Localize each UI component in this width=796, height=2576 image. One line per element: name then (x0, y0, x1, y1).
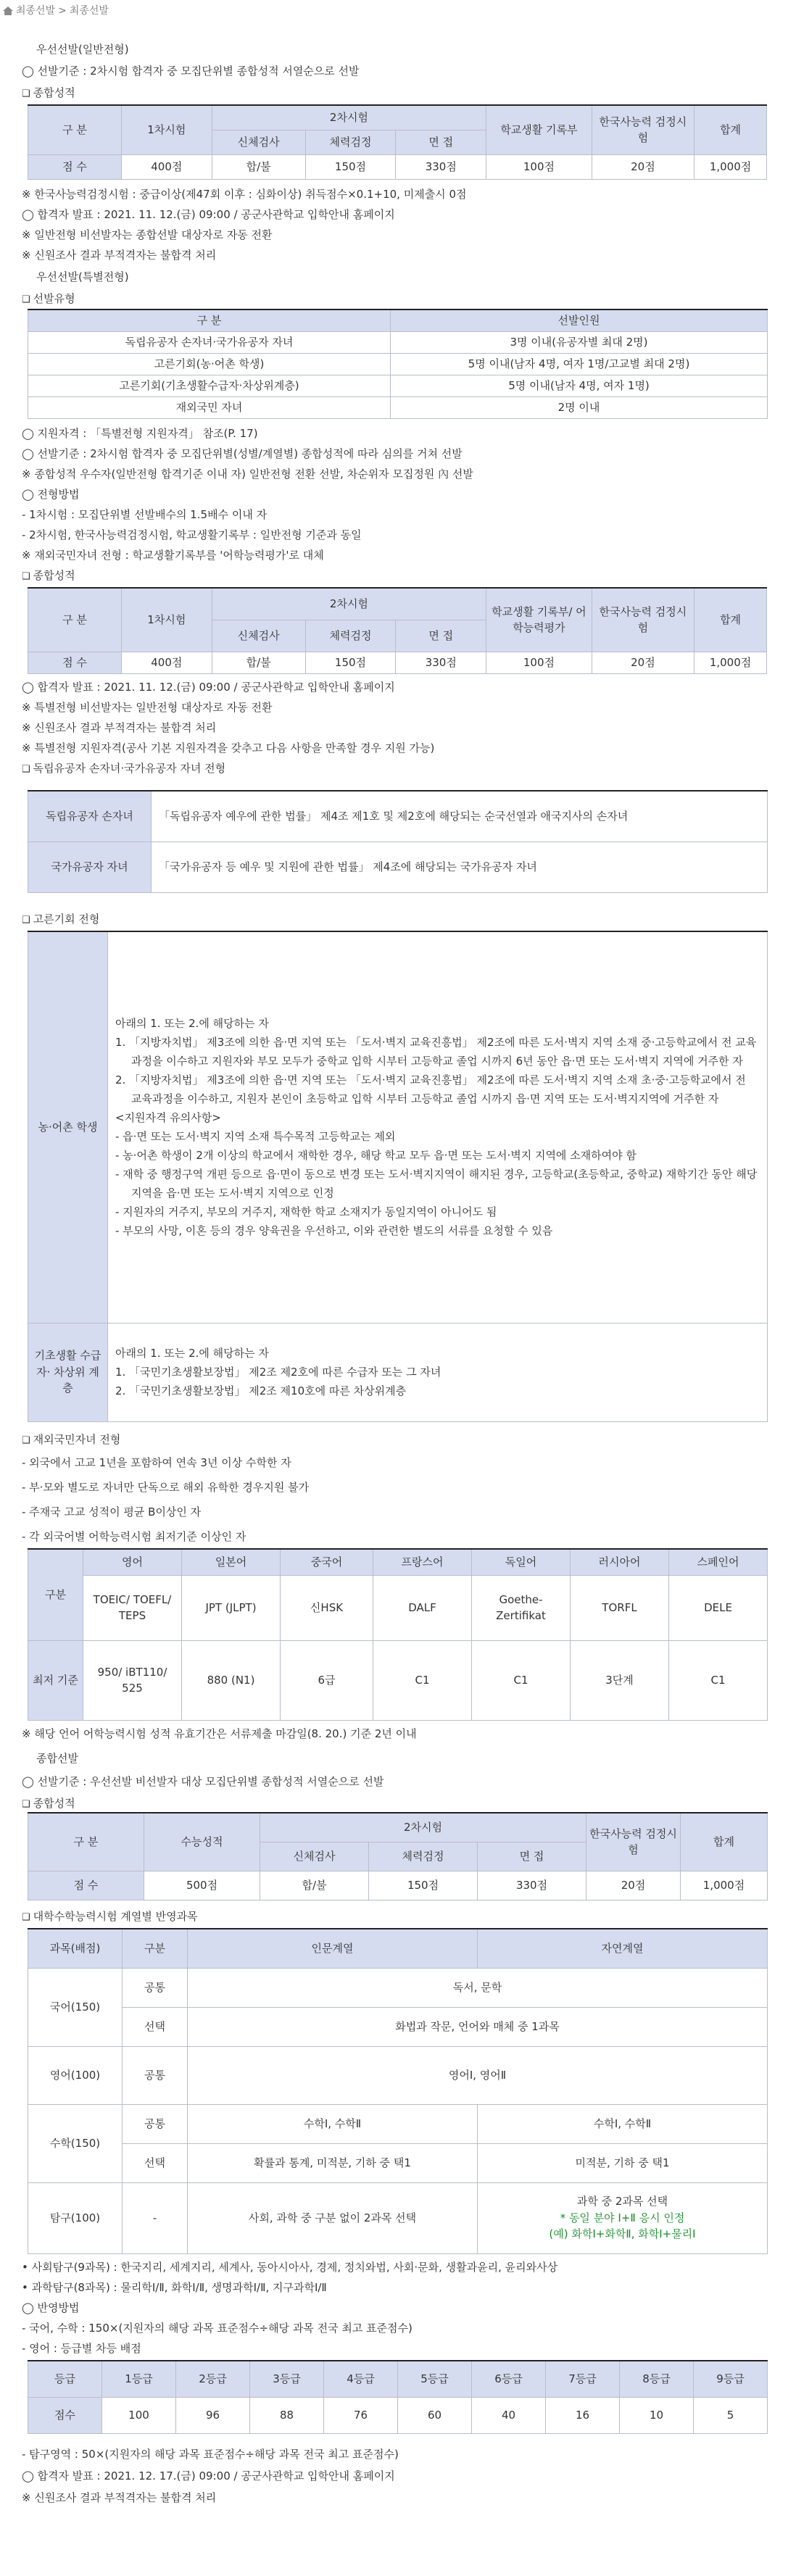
header-cell: 프랑스어 (373, 1549, 472, 1575)
header-cell: 5등급 (398, 2361, 472, 2397)
note: ※ 일반전형 비선발자는 종합선발 대상자로 자동 전환 (22, 228, 273, 241)
table-cell: 재외국민 자녀 (28, 396, 391, 418)
section-title: 우선선발(일반전형) (36, 43, 129, 56)
header-cell: 4등급 (324, 2361, 398, 2397)
header-cell: 구분 (123, 1929, 188, 1968)
header-cell: 러시아어 (571, 1549, 669, 1575)
header-cell: 스페인어 (669, 1549, 768, 1575)
header-cell: 8등급 (620, 2361, 694, 2397)
note: ※ 신원조사 결과 부적격자는 불합격 처리 (22, 721, 217, 734)
table-cell: 20점 (586, 1871, 681, 1900)
header-cell: 한국사능력 검정시험 (592, 588, 694, 652)
table-cell: 합/불 (260, 1871, 369, 1900)
text-line: 1. 「국민기초생활보장법」 제2조 제2호에 따른 수급자 또는 그 자녀 (115, 1366, 441, 1379)
table-cell: 독립유공자 손자녀·국가유공자 자녀 (28, 331, 391, 353)
table-cell: 20점 (592, 652, 694, 673)
text-line: - 탐구영역 : 50×(지원자의 해당 과목 표준점수÷해당 과목 전국 최고 표준점수) (22, 2448, 399, 2461)
section-title: 우선선발(특별전형) (36, 270, 129, 283)
header-cell: 면 접 (396, 620, 486, 652)
text-line: ※ 종합성적 우수자(일반전형 합격기준 이내 자) 일반전형 전환 선발, 차순위자 모집정원 內 선발 (22, 468, 473, 481)
header-cell: 면 접 (396, 130, 486, 154)
table-cell: 96 (176, 2397, 250, 2433)
header-cell: 2차시험 (212, 105, 486, 130)
header-cell: 한국사능력 검정시험 (586, 1813, 681, 1871)
breadcrumb-item[interactable]: 최종선발 (69, 4, 109, 17)
table-cell: 950/ iBT110/ 525 (83, 1640, 182, 1720)
table-cell (108, 931, 768, 1323)
text-line: - 영어 : 등급별 차등 배점 (22, 2342, 141, 2355)
header-cell: 인문계열 (188, 1929, 478, 1968)
breadcrumb-separator: > (58, 4, 67, 17)
table-cell: 16 (546, 2397, 620, 2433)
table-cell: 1,000점 (681, 1871, 768, 1900)
heading: ❑ 고른기회 전형 (22, 910, 99, 929)
table-cell: 공통 (123, 2046, 188, 2104)
header-cell: 신체검사 (212, 620, 305, 652)
header-cell: 선발인원 (391, 309, 768, 331)
table-cell: 미적분, 기하 중 택1 (478, 2143, 768, 2182)
text-line: 아래의 1. 또는 2.에 해당하는 자 (115, 1347, 269, 1360)
header-cell: 1차시험 (121, 105, 212, 154)
header-cell: 합계 (695, 105, 767, 154)
score-table (28, 1812, 768, 1900)
table-cell: 150점 (305, 154, 396, 179)
table-cell: 선택 (123, 2143, 188, 2182)
text-line: ◯ 반영방법 (22, 2301, 80, 2314)
header-cell: 신체검사 (260, 1842, 369, 1871)
table-cell: 6급 (281, 1640, 373, 1720)
table-cell: TORFL (571, 1575, 669, 1640)
header-cell: 체력검정 (305, 620, 396, 652)
table-cell: 화법과 작문, 언어와 매체 중 1과목 (188, 2007, 768, 2046)
text-line: * 동일 분야 Ⅰ+Ⅱ 응시 인정 (560, 2211, 685, 2224)
heading: ❑ 대학수학능력시험 계열별 반영과목 (22, 1908, 198, 1927)
table-cell: 공통 (123, 2104, 188, 2143)
note: ※ 한국사능력검정시험 : 중급이상(제47회 이후 : 심화이상) 취득점수×0.1+10, 미제출시 0점 (22, 188, 467, 201)
table-cell: C1 (373, 1640, 472, 1720)
table-cell: 선택 (123, 2007, 188, 2046)
text-line: ◯ 지원자격 : 「특별전형 지원자격」 참조(P. 17) (22, 427, 258, 440)
text-line: - 부모의 사망, 이혼 등의 경우 양육권을 우선하고, 이와 관련한 별도의 서류를 요청할 수 있음 (115, 1224, 553, 1238)
eligibility-table (28, 790, 768, 893)
header-cell: 중국어 (281, 1549, 373, 1575)
row-label: 점 수 (28, 154, 122, 179)
table-cell: 880 (N1) (182, 1640, 281, 1720)
header-cell: 신체검사 (212, 130, 305, 154)
text-line: 2. 「지방자치법」 제3조에 의한 읍·면 지역 또는 「도서·벽지 교육진흥법」 제2조에 따른 도서·벽지 지역 소재 초·중·고등학교에서 전 교육과정을 이수하고, 지원자 본인이 초등학교 입학 시부터 고등학교 졸업 시까지 읍·면 지역 또는 도서·벽지지역에 거주한 자 (115, 1073, 746, 1106)
eligibility-table (28, 931, 768, 1422)
table-cell: 1,000점 (695, 154, 767, 179)
header-cell: 구 분 (28, 588, 122, 652)
table-cell: 500점 (144, 1871, 260, 1900)
text-line: ◯ 선발기준 : 우선선발 비선발자 대상 모집단위별 종합성적 서열순으로 선발 (22, 1775, 384, 1788)
note: ※ 특별전형 지원자격(공사 기본 지원자격을 갖추고 다음 사항을 만족할 경우 지원 가능) (22, 741, 435, 755)
header-cell: 체력검정 (305, 130, 396, 154)
table-cell: 탐구(100) (28, 2182, 123, 2253)
table-cell: 100 (102, 2397, 176, 2433)
text-line: - 2차시험, 한국사능력검정시험, 학교생활기록부 : 일반전형 기준과 동일 (22, 528, 362, 541)
header-cell: 구 분 (28, 309, 391, 331)
text-line: - 각 외국어별 어학능력시험 최저기준 이상인 자 (22, 1530, 246, 1543)
text-line: 2. 「국민기초생활보장법」 제2조 제10호에 따른 차상위계층 (115, 1384, 407, 1397)
table-cell: 10 (620, 2397, 694, 2433)
table-cell: 독서, 문학 (188, 1968, 768, 2007)
table-cell: 3명 이내(유공자별 최대 2명) (391, 331, 768, 353)
text-line: - 1차시험 : 모집단위별 선발배수의 1.5배수 이내 자 (22, 508, 268, 521)
header-cell: 합계 (695, 588, 767, 652)
header-cell: 학교생활 기록부 (486, 105, 592, 154)
table-cell: 1,000점 (695, 652, 767, 673)
score-table (28, 587, 767, 674)
header-cell: 7등급 (546, 2361, 620, 2397)
table-cell: DALF (373, 1575, 472, 1640)
row-label: 농·어촌 학생 (28, 931, 108, 1323)
table-cell: 100점 (486, 652, 592, 673)
table-cell: 「독립유공자 예우에 관한 법률」 제4조 제1호 및 제2호에 해당되는 순국선열과 애국지사의 손자녀 (152, 791, 768, 842)
text-line: - 지원자의 거주지, 부모의 거주지, 재학한 학교 소재지가 동일지역이 아니어도 됨 (115, 1205, 497, 1219)
score-table (28, 104, 767, 180)
header-cell: 1등급 (102, 2361, 176, 2397)
note: ◯ 합격자 발표 : 2021. 11. 12.(금) 09:00 / 공군사관학교 입학안내 홈페이지 (22, 208, 395, 221)
table-cell: 국어(150) (28, 1968, 123, 2046)
row-label: 점수 (28, 2397, 102, 2433)
table-cell: 영어Ⅰ, 영어Ⅱ (188, 2046, 768, 2104)
table-cell: 합/불 (212, 154, 305, 179)
text-line: ◯ 선발기준 : 2차시험 합격자 중 모집단위별 종합성적 서열순으로 선발 (22, 65, 360, 78)
table-cell: 3단계 (571, 1640, 669, 1720)
note: ※ 신원조사 결과 부적격자는 불합격 처리 (22, 249, 217, 262)
header-cell: 6등급 (472, 2361, 546, 2397)
table-cell: C1 (669, 1640, 768, 1720)
table-cell: C1 (472, 1640, 571, 1720)
header-cell: 구 분 (28, 1813, 144, 1871)
text-line: ◯ 전형방법 (22, 488, 80, 501)
table-cell: 330점 (478, 1871, 586, 1900)
table-cell: 88 (250, 2397, 324, 2433)
table-cell: 5명 이내(남자 4명, 여자 1명/고교별 최대 2명) (391, 353, 768, 375)
table-cell: 고른기회(기초생활수급자·차상위계층) (28, 375, 391, 396)
breadcrumb-item[interactable]: 최종선발 (16, 4, 56, 17)
table-cell: 영어(100) (28, 2046, 123, 2104)
table-cell (478, 2182, 768, 2253)
heading: ❑ 선발유형 (22, 290, 75, 309)
header-cell: 3등급 (250, 2361, 324, 2397)
table-cell: 400점 (121, 154, 212, 179)
text-line: - 주재국 고교 성적이 평균 B이상인 자 (22, 1505, 202, 1518)
table-cell: 150점 (305, 652, 396, 673)
header-cell: 2차시험 (260, 1813, 586, 1842)
table-cell: 400점 (121, 652, 212, 673)
heading: ❑ 종합성적 (22, 567, 75, 586)
table-cell: DELE (669, 1575, 768, 1640)
text-line: - 외국에서 고교 1년을 포함하여 연속 3년 이상 수학한 자 (22, 1456, 291, 1469)
table-cell: 2명 이내 (391, 396, 768, 418)
row-label: 점 수 (28, 652, 122, 673)
header-cell: 영어 (83, 1549, 182, 1575)
row-label: 국가유공자 자녀 (28, 842, 152, 892)
note: ※ 특별전형 비선발자는 일반전형 대상자로 자동 전환 (22, 701, 273, 714)
table-cell: 수학(150) (28, 2104, 123, 2182)
type-table (28, 309, 768, 419)
home-icon[interactable] (3, 7, 13, 15)
language-table (28, 1548, 768, 1721)
note: ◯ 합격자 발표 : 2021. 11. 12.(금) 09:00 / 공군사관학교 입학안내 홈페이지 (22, 681, 395, 694)
table-cell: 20점 (592, 154, 694, 179)
row-label: 독립유공자 손자녀 (28, 791, 152, 842)
table-cell: 5 (694, 2397, 768, 2433)
header-cell: 과목(배점) (28, 1929, 123, 1968)
row-label: 기초생활 수급자· 차상위 계층 (28, 1323, 108, 1421)
header-cell: 등급 (28, 2361, 102, 2397)
table-cell: TOEIC/ TOEFL/ TEPS (83, 1575, 182, 1640)
header-cell: 2차시험 (212, 588, 486, 620)
text-line: (예) 화학Ⅰ+화학Ⅱ, 화학Ⅰ+물리Ⅰ (549, 2227, 696, 2241)
note: • 과학탐구(8과목) : 물리학Ⅰ/Ⅱ, 화학Ⅰ/Ⅱ, 생명과학Ⅰ/Ⅱ, 지구과학Ⅰ/Ⅱ (22, 2281, 327, 2294)
grade-table (28, 2360, 768, 2434)
header-cell: 독일어 (472, 1549, 571, 1575)
section-title: 종합선발 (36, 1752, 78, 1765)
note: ※ 신원조사 결과 부적격자는 불합격 처리 (22, 2491, 217, 2504)
row-label: 점 수 (28, 1871, 144, 1900)
table-cell: 150점 (369, 1871, 478, 1900)
header-cell: 구 분 (28, 105, 122, 154)
header-cell: 면 접 (478, 1842, 586, 1871)
text-line: ※ 재외국민자녀 전형 : 학교생활기록부를 '어학능력평가'로 대체 (22, 549, 324, 562)
text-line: 아래의 1. 또는 2.에 해당하는 자 (115, 1017, 269, 1031)
header-cell: 9등급 (694, 2361, 768, 2397)
header-cell: 합계 (681, 1813, 768, 1871)
table-cell: 고른기회(농·어촌 학생) (28, 353, 391, 375)
text-line: - 국어, 수학 : 150×(지원자의 해당 과목 표준점수÷해당 과목 전국 최고 표준점수) (22, 2322, 412, 2335)
header-cell: 체력검정 (369, 1842, 478, 1871)
table-cell: 40 (472, 2397, 546, 2433)
table-cell: 공통 (123, 1968, 188, 2007)
text-line: 과학 중 2과목 선택 (576, 2195, 668, 2209)
text-line: <지원자격 유의사항> (115, 1111, 221, 1125)
text-line: - 재학 중 행정구역 개편 등으로 읍·면이 동으로 변경 또는 도서·벽지지역이 해지된 경우, 고등학교(초등학교, 중학교) 재학기간 동안 해당 지역을 읍·면 또는 도서·벽지 지역으로 인정 (115, 1168, 758, 1200)
table-cell: - (123, 2182, 188, 2253)
text-line: - 농·어촌 학생이 2개 이상의 학교에서 재학한 경우, 해당 학교 모두 읍·면 또는 도서·벽지 지역에 소재하여야 함 (115, 1149, 637, 1163)
table-cell (108, 1323, 768, 1421)
table-cell: Goethe- Zertifikat (472, 1575, 571, 1640)
table-cell: 수학Ⅰ, 수학Ⅱ (478, 2104, 768, 2143)
note: ◯ 합격자 발표 : 2021. 12. 17.(금) 09:00 / 공군사관학교 입학안내 홈페이지 (22, 2469, 395, 2482)
breadcrumb (3, 1, 109, 20)
header-cell: 자연계열 (478, 1929, 768, 1968)
header-cell: 구분 (28, 1549, 83, 1640)
table-cell: JPT (JLPT) (182, 1575, 281, 1640)
subject-table (28, 1928, 768, 2254)
heading: ❑ 재외국민자녀 전형 (22, 1431, 120, 1450)
table-cell: 76 (324, 2397, 398, 2433)
heading: ❑ 종합성적 (22, 84, 75, 103)
table-cell: 합/불 (212, 652, 305, 673)
note: • 사회탐구(9과목) : 한국지리, 세계지리, 세계사, 동아시아사, 경제, 정치와법, 사회·문화, 생활과윤리, 윤리와사상 (22, 2261, 558, 2274)
text-line: ◯ 선발기준 : 2차시험 합격자 중 모집단위별(성별/계열별) 종합성적에 따라 심의를 거쳐 선발 (22, 447, 463, 460)
text-line: - 읍·면 또는 도서·벽지 지역 소재 특수목적 고등학교는 제외 (115, 1130, 396, 1144)
heading: ❑ 종합성적 (22, 1795, 75, 1813)
table-cell: 60 (398, 2397, 472, 2433)
table-cell: 100점 (486, 154, 592, 179)
row-label: 최저 기준 (28, 1640, 83, 1720)
table-cell: 「국가유공자 등 예우 및 지원에 관한 법률」 제4조에 해당되는 국가유공자 자녀 (152, 842, 768, 892)
table-cell: 330점 (396, 652, 486, 673)
table-cell: 5명 이내(남자 4명, 여자 1명) (391, 375, 768, 396)
header-cell: 수능성적 (144, 1813, 260, 1871)
table-cell: 확률과 통계, 미적분, 기하 중 택1 (188, 2143, 478, 2182)
header-cell: 1차시험 (121, 588, 212, 652)
header-cell: 2등급 (176, 2361, 250, 2397)
heading: ❑ 독립유공자 손자녀·국가유공자 자녀 전형 (22, 760, 225, 778)
header-cell: 한국사능력 검정시험 (592, 105, 694, 154)
header-cell: 학교생활 기록부/ 어학능력평가 (486, 588, 592, 652)
note: ※ 해당 언어 어학능력시험 성적 유효기간은 서류제출 마감일(8. 20.) 기준 2년 이내 (22, 1727, 417, 1740)
table-cell: 수학Ⅰ, 수학Ⅱ (188, 2104, 478, 2143)
header-cell: 일본어 (182, 1549, 281, 1575)
table-cell: 사회, 과학 중 구분 없이 2과목 선택 (188, 2182, 478, 2253)
text-line: 1. 「지방자치법」 제3조에 의한 읍·면 지역 또는 「도서·벽지 교육진흥법」 제2조에 따른 도서·벽지 지역 소재 중·고등학교에서 전 교육과정을 이수하고 지원자와 부모 모두가 중학교 입학 시부터 고등학교 졸업 시까지 6년 동안 읍·면 또는 도서·벽지 지역에 거주한 자 (115, 1036, 757, 1068)
table-cell: 330점 (396, 154, 486, 179)
table-cell: 신HSK (281, 1575, 373, 1640)
text-line: - 부·모와 별도로 자녀만 단독으로 해외 유학한 경우지원 불가 (22, 1481, 310, 1494)
